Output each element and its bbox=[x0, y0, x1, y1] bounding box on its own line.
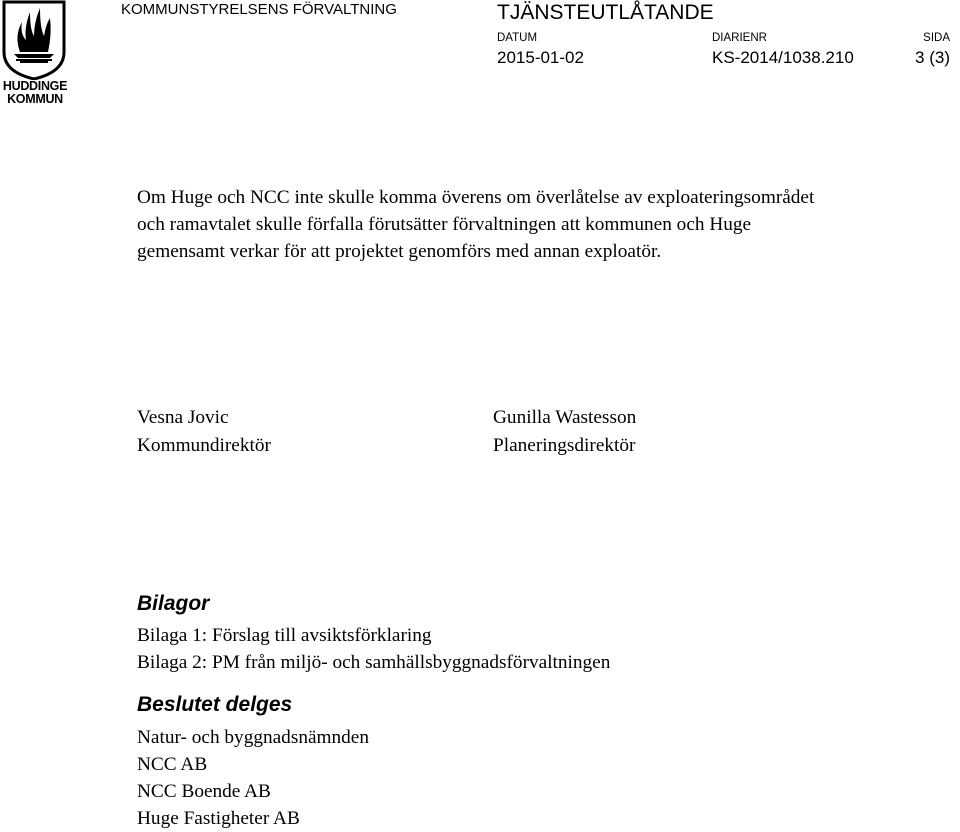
signature-block-left bbox=[137, 404, 271, 460]
coat-of-arms-icon bbox=[0, 0, 70, 80]
diarienr-value: KS-2014/1038.210 bbox=[712, 48, 854, 67]
signatory-name: Vesna Jovic bbox=[137, 407, 229, 428]
attachments-heading: Bilagor bbox=[137, 592, 210, 615]
list-item: Natur- och byggnadsnämnden bbox=[137, 727, 369, 748]
distribution-list bbox=[137, 724, 369, 832]
page-number: 3 (3) bbox=[915, 48, 950, 67]
huddinge-kommun-logo bbox=[0, 0, 70, 108]
list-item: NCC Boende AB bbox=[137, 781, 271, 802]
attachments-list bbox=[137, 622, 610, 676]
signature-block-right bbox=[493, 404, 636, 460]
signatory-name: Gunilla Wastesson bbox=[493, 407, 637, 428]
diarienr-label: DIARIENR bbox=[712, 32, 767, 44]
list-item: Bilaga 2: PM från miljö- och samhällsbyggnadsförvaltningen bbox=[137, 652, 611, 673]
logo-text-line-1: HUDDINGE bbox=[2, 79, 68, 93]
date-label: DATUM bbox=[497, 32, 538, 44]
signatory-title: Kommundirektör bbox=[137, 435, 271, 456]
logo-text-line-2: KOMMUN bbox=[7, 92, 63, 106]
document-type: TJÄNSTEUTLÅTANDE bbox=[497, 1, 714, 24]
distribution-heading: Beslutet delges bbox=[137, 693, 293, 716]
list-item: Huge Fastigheter AB bbox=[137, 808, 300, 829]
organization-name: KOMMUNSTYRELSENS FÖRVALTNING bbox=[121, 1, 397, 18]
date-value: 2015-01-02 bbox=[497, 48, 584, 67]
body-paragraph: Om Huge och NCC inte skulle komma överens om överlåtelse av exploateringsområdet och ramavtalet skulle förfalla förutsätter förvaltningen att kommunen och Huge gemensamt verkar för att projektet genomförs med annan exploatör. bbox=[137, 187, 815, 262]
page-label: SIDA bbox=[923, 32, 950, 44]
list-item: NCC AB bbox=[137, 754, 208, 775]
signatory-title: Planeringsdirektör bbox=[493, 435, 636, 456]
list-item: Bilaga 1: Förslag till avsiktsförklaring bbox=[137, 625, 432, 646]
